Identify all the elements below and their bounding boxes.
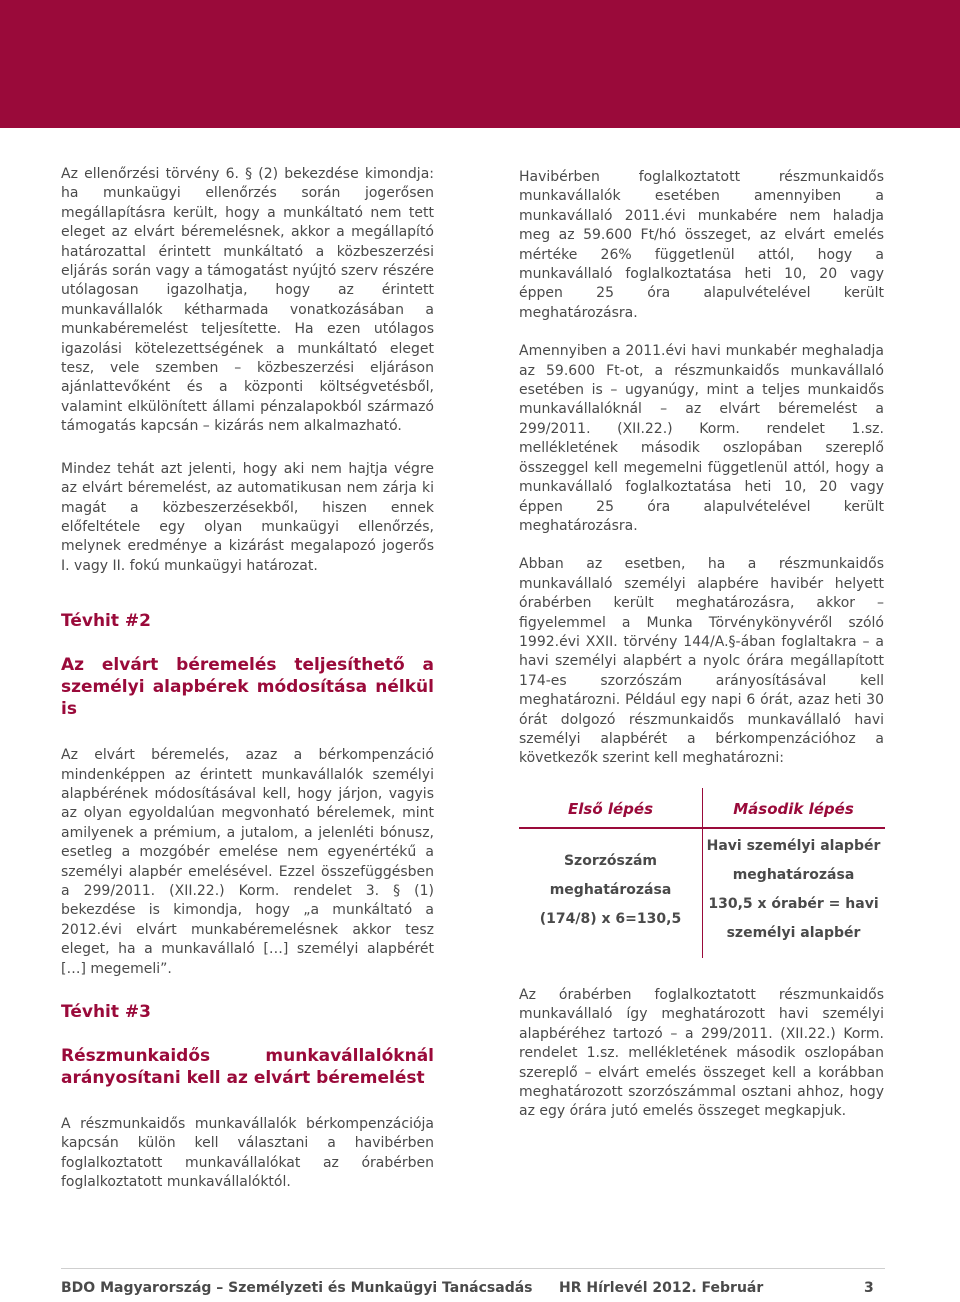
- step1-header: Első lépés: [568, 800, 653, 818]
- tevhit2-title: Az elvárt béremelés teljesíthető a személyi alapbérek módosítása nélkül is: [61, 655, 434, 720]
- step2-line: Havi személyi alapbér: [706, 838, 881, 854]
- step1-line: Szorzószám: [563, 853, 658, 869]
- step2-line: személyi alapbér: [726, 925, 861, 941]
- step2-line: 130,5 x órabér = havi: [708, 896, 879, 912]
- steps-table: [519, 788, 885, 958]
- left-column: [61, 165, 434, 1193]
- page-number: 3: [864, 1280, 874, 1296]
- tevhit2-label: Tévhit #2: [61, 611, 151, 632]
- step1-line: (174/8) x 6=130,5: [539, 911, 682, 927]
- right-column-bottom: [519, 986, 884, 1122]
- paragraph: Mindez tehát azt jelenti, hogy aki nem hajtja végre az elvárt béremelést, az automatikusan nem zárja ki magát a közbeszerzésekből, hiszen ennek előfeltétele egy olyan munkaügyi ellenőrzés, melynek eredménye a kizárást megalapozó jogerős I. vagy II. fokú munkaügyi határozat.: [61, 460, 434, 574]
- footer-newsletter-title: HR Hírlevél 2012. Február: [559, 1280, 764, 1296]
- paragraph: Havibérben foglalkoztatott részmunkaidős munkavállalók esetében amennyiben a munkavállaló 2011.évi munkabére nem haladja meg az 59.600 Ft/hó összeget, az elvárt emelés mértéke 26% függetlenül attól, hogy a munkavállaló foglalkoztatása heti 10, 20 vagy éppen 25 óra alapulvételével került meghatározásra.: [519, 169, 884, 321]
- paragraph: Az elvárt béremelés, azaz a bérkompenzáció mindenképpen az érintett munkavállalók személyi alapbérének módosításával kell, hogy járjon, vagyis az olyan egyoldalúan megvonható bérelemek, mint amilyenek a prémium, a jutalom, a jelenléti bónusz, esetleg a mozgóbér emelése nem egyenértékű a személyi alapbér emelésével. Ezzel összefüggésben a 299/2011. (XII.22.) Korm. rendelet 3. § (1) bekezdése is kimondja, hogy „a munkáltató a 2012.évi elvárt munkabéremelésnek akkor tesz eleget, ha a munkavállaló […] személyi alapbérét […] megemeli”.: [61, 747, 434, 977]
- right-column: [519, 168, 884, 769]
- paragraph: Abban az esetben, ha a részmunkaidős munkavállaló személyi alapbére havibér helyett órabérben került meghatározásra, akkor – figyelemmel a Munka Törvénykönyvéről szóló 1992.évi XXII. törvény 144/A.§-ában foglaltakra – a havi személyi alapbért a nyolc órára megállapított 174-es szorzószám arányosításával kell meghatározni. Például egy napi 6 órát, azaz heti 30 órát dolgozó részmunkaidős munkavállaló havi személyi alapbérét a bérkompenzációhoz a következők szerint kell meghatározni:: [519, 556, 884, 767]
- footer-divider: [61, 1268, 885, 1269]
- paragraph: Az ellenőrzési törvény 6. § (2) bekezdése kimondja: ha munkaügyi ellenőrzés során jogerősen megállapításra került, hogy a munkáltató nem tett eleget az elvárt béremelésnek, akkor a megállapító határozattal érintett munkáltató a közbeszerzési eljárás során vagy a támogatást nyújtó szerv részére utólagosan igazolhatja, hogy az érintett munkavállalók kétharmada vonatkozásában a munkabéremelést teljesítette. Ha ezen utólagos igazolási kötelezettségének a munkáltató eleget tesz, vele szemben – közbeszerzési eljáráson ajánlattevőként és a központi költségvetésből, valamint elkülönített állami pénzalapokból származó támogatás kapcsán – kizárás nem alkalmazható.: [61, 166, 434, 435]
- step1-content: [519, 847, 702, 934]
- paragraph: Az órabérben foglalkoztatott részmunkaidős munkavállaló így meghatározott havi személyi alapbéréhez tartozó – a 299/2011. (XII.22.) Korm. rendelet 1.sz. mellékletének második oszlopában szereplő – elvárt emelés összeget kell a korábban meghatározott szorzószámmal osztani ahhoz, hogy az egy órára jutó emelés összeget megkapjuk.: [519, 987, 884, 1120]
- paragraph: A részmunkaidős munkavállalók bérkompenzációja kapcsán külön kell választani a havibérben foglalkoztatott munkavállalókat az órabérben foglalkoztatott munkavállalóktól.: [61, 1116, 434, 1191]
- tevhit3-title: Részmunkaidős munkavállalóknál arányosítani kell az elvárt béremelést: [61, 1046, 434, 1088]
- header-band: [0, 0, 960, 128]
- step2-content: [702, 832, 885, 948]
- step2-header: Második lépés: [733, 800, 854, 818]
- step2-line: meghatározása: [732, 867, 855, 883]
- step1-line: meghatározása: [549, 882, 672, 898]
- tevhit3-label: Tévhit #3: [61, 1002, 151, 1022]
- paragraph: Amennyiben a 2011.évi havi munkabér meghaladja az 59.600 Ft-ot, a részmunkaidős munkavállaló esetében is – ugyanúgy, mint a teljes munkaidős munkavállalóknál – az elvárt béremelést a 299/2011. (XII.22.) Korm. rendelet 1.sz. mellékletének második oszlopában szereplő összeggel kell megemelni függetlenül attól, hogy a munkavállaló foglalkoztatása heti 10, 20 vagy éppen 25 óra alapulvételével került meghatározásra.: [519, 343, 884, 534]
- footer-left-text: BDO Magyarország – Személyzeti és Munkaügyi Tanácsadás: [61, 1280, 533, 1296]
